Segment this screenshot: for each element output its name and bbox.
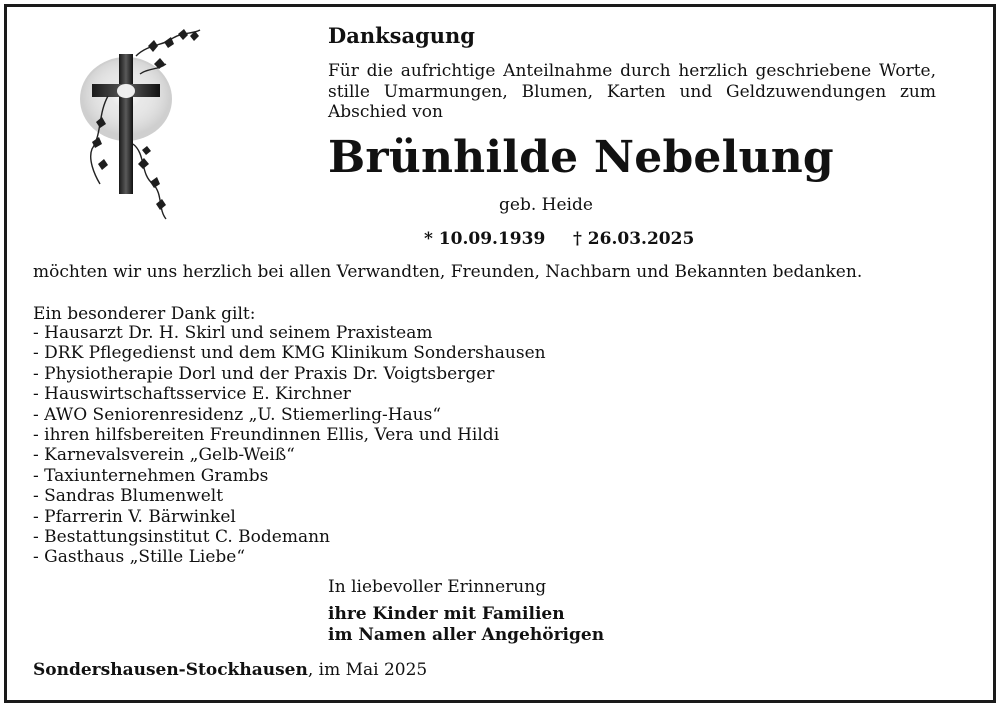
heading: Danksagung [328, 23, 475, 48]
list-item: - Hausarzt Dr. H. Skirl und seinem Praxisteam [33, 323, 433, 343]
signature-line-1: ihre Kinder mit Familien [328, 604, 565, 624]
death-date: † 26.03.2025 [573, 229, 695, 249]
special-thanks-list [33, 323, 546, 568]
closing-line: In liebevoller Erinnerung [328, 577, 547, 597]
date: , im Mai 2025 [307, 660, 428, 680]
list-item: - Taxiunternehmen Grambs [33, 465, 269, 486]
thanks-line: möchten wir uns herzlich bei allen Verwandten, Freunden, Nachbarn und Bekannten bedanken. [33, 262, 863, 282]
intro-line-3: Abschied von [328, 102, 443, 122]
list-item: - Karnevalsverein „Gelb-Weiß“ [33, 445, 295, 466]
deceased-name: Brünhilde Nebelung [328, 132, 834, 183]
special-thanks-heading: Ein besonderer Dank gilt: [33, 304, 256, 324]
list-item: - DRK Pflegedienst und dem KMG Klinikum Sondershausen [33, 343, 546, 364]
list-item: - AWO Seniorenresidenz „U. Stiemerling-Haus“ [33, 404, 442, 425]
list-item: - Gasthaus „Stille Liebe“ [33, 547, 246, 568]
maiden-name: geb. Heide [499, 195, 593, 215]
intro-line-2: stille Umarmungen, Blumen, Karten und Geldzuwendungen zum [328, 82, 936, 102]
signature-line-2: im Namen aller Angehörigen [328, 625, 605, 645]
intro-line-1: Für die aufrichtige Anteilnahme durch herzlich geschriebene Worte, [328, 61, 936, 81]
list-item: - ihren hilfsbereiten Freundinnen Ellis, Vera und Hildi [33, 425, 500, 446]
list-item: - Pfarrerin V. Bärwinkel [33, 506, 236, 527]
cross-with-ivy-icon [78, 24, 208, 234]
place: Sondershausen-Stockhausen [33, 660, 308, 680]
birth-date: * 10.09.1939 [424, 229, 546, 249]
place-date [33, 660, 427, 680]
list-item: - Bestattungsinstitut C. Bodemann [33, 527, 330, 548]
list-item: - Physiotherapie Dorl und der Praxis Dr. Voigtsberger [33, 363, 495, 384]
list-item: - Hauswirtschaftsservice E. Kirchner [33, 384, 351, 405]
list-item: - Sandras Blumenwelt [33, 486, 224, 507]
